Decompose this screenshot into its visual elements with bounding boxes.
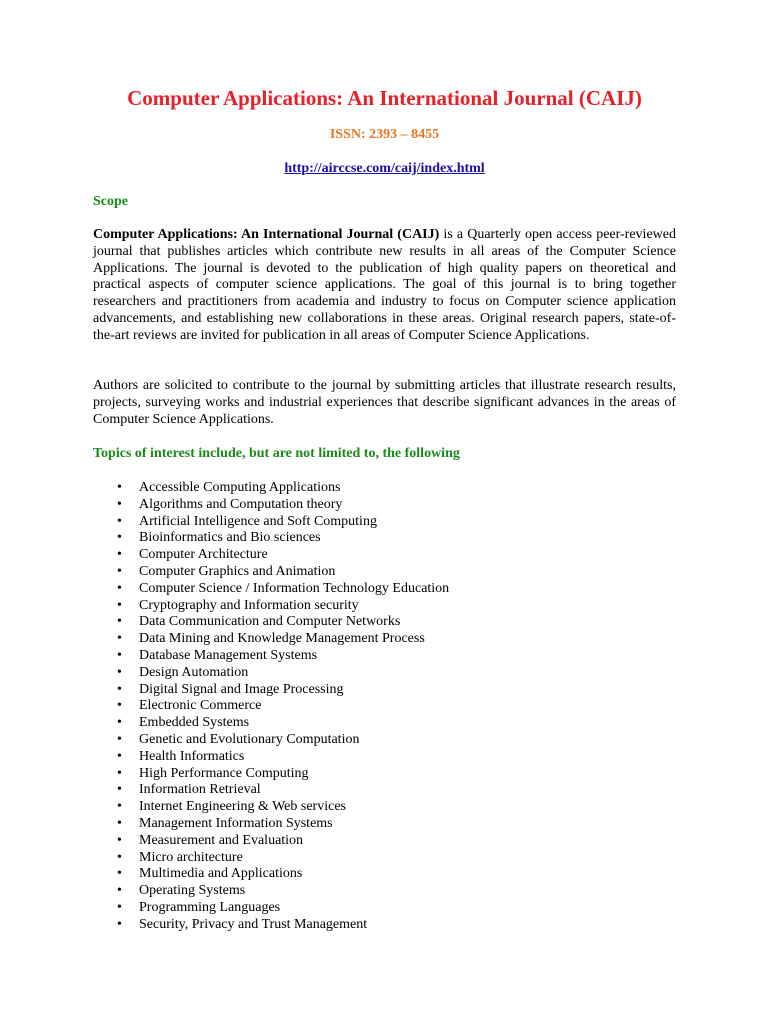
bullet-icon: • bbox=[117, 631, 122, 647]
topic-list-item bbox=[93, 850, 449, 867]
topic-label: Genetic and Evolutionary Computation bbox=[139, 731, 360, 747]
bullet-icon: • bbox=[117, 748, 122, 764]
bullet-icon: • bbox=[117, 765, 122, 781]
topic-list-item bbox=[93, 631, 449, 648]
topic-label: High Performance Computing bbox=[139, 765, 309, 781]
topic-label: Security, Privacy and Trust Management bbox=[139, 916, 368, 932]
topic-label: Data Mining and Knowledge Management Process bbox=[139, 631, 425, 647]
topic-label: Data Communication and Computer Networks bbox=[139, 614, 401, 630]
bullet-icon: • bbox=[117, 614, 122, 630]
topic-list-item bbox=[93, 480, 449, 497]
topic-list-item bbox=[93, 749, 449, 766]
bullet-icon: • bbox=[117, 832, 122, 848]
topic-label: Operating Systems bbox=[139, 883, 246, 899]
topic-list-item bbox=[93, 514, 449, 531]
topic-label: Measurement and Evaluation bbox=[139, 832, 304, 848]
topic-label: Accessible Computing Applications bbox=[139, 480, 341, 495]
topic-label: Design Automation bbox=[139, 664, 249, 680]
bullet-icon: • bbox=[117, 866, 122, 882]
scope-heading: Scope bbox=[93, 194, 128, 209]
topic-label: Algorithms and Computation theory bbox=[139, 496, 343, 512]
topic-list-item bbox=[93, 564, 449, 581]
journal-url-line bbox=[93, 161, 676, 177]
topic-label: Micro architecture bbox=[139, 849, 243, 865]
topic-label: Artificial Intelligence and Soft Computing bbox=[139, 513, 377, 529]
bullet-icon: • bbox=[117, 664, 122, 680]
topic-list-item bbox=[93, 732, 449, 749]
bullet-icon: • bbox=[117, 547, 122, 563]
topic-label: Computer Architecture bbox=[139, 547, 268, 563]
journal-title: Computer Applications: An International Journal (CAIJ) bbox=[127, 86, 642, 110]
topic-label: Electronic Commerce bbox=[139, 698, 262, 714]
scope-paragraph-journal-name: Computer Applications: An International Journal (CAIJ) bbox=[93, 227, 440, 242]
topic-label: Internet Engineering & Web services bbox=[139, 799, 346, 815]
topic-label: Multimedia and Applications bbox=[139, 866, 303, 882]
topic-label: Database Management Systems bbox=[139, 647, 318, 663]
topic-label: Embedded Systems bbox=[139, 715, 250, 731]
topic-label: Cryptography and Information security bbox=[139, 597, 359, 613]
issn-number: ISSN: 2393 – 8455 bbox=[329, 127, 440, 142]
bullet-icon: • bbox=[117, 480, 122, 495]
topic-list-item bbox=[93, 698, 449, 715]
topic-list-item bbox=[93, 547, 449, 564]
topics-list bbox=[93, 480, 449, 934]
topic-label: Computer Science / Information Technology Education bbox=[139, 580, 450, 596]
topic-label: Bioinformatics and Bio sciences bbox=[139, 530, 321, 546]
journal-url-link[interactable]: http://airccse.com/caij/index.html bbox=[284, 161, 485, 176]
bullet-icon: • bbox=[117, 681, 122, 697]
topic-label: Health Informatics bbox=[139, 748, 245, 764]
bullet-icon: • bbox=[117, 849, 122, 865]
topic-list-item bbox=[93, 816, 449, 833]
topic-list-item bbox=[93, 614, 449, 631]
topic-list-item bbox=[93, 497, 449, 514]
topic-label: Computer Graphics and Animation bbox=[139, 563, 336, 579]
topic-list-item bbox=[93, 866, 449, 883]
topic-label: Digital Signal and Image Processing bbox=[139, 681, 344, 697]
topic-list-item bbox=[93, 833, 449, 850]
topic-list-item bbox=[93, 598, 449, 615]
bullet-icon: • bbox=[117, 731, 122, 747]
bullet-icon: • bbox=[117, 597, 122, 613]
topic-list-item bbox=[93, 530, 449, 547]
scope-paragraph bbox=[93, 227, 676, 345]
topic-label: Information Retrieval bbox=[139, 782, 261, 798]
bullet-icon: • bbox=[117, 563, 122, 579]
scope-paragraph-text: is a Quarterly open access peer-reviewed journal that publishes articles which contribute new results in all areas of the Computer Science Applications. The journal is devoted to the publication of high quality papers on theoretical and practical aspects of computer science applications. The goal of this journal is to bring together researchers and practitioners from academia and industry to focus on Computer science application advancements, and establishing new collaborations in these areas. Original research papers, state-of-the-art reviews are invited for publication in all areas of Computer Science Applications. bbox=[93, 227, 676, 343]
topic-label: Programming Languages bbox=[139, 899, 281, 915]
bullet-icon: • bbox=[117, 530, 122, 546]
bullet-icon: • bbox=[117, 899, 122, 915]
authors-paragraph: Authors are solicited to contribute to the journal by submitting articles that illustrate research results, projects, surveying works and industrial experiences that describe significant advances in the areas of Computer Science Applications. bbox=[93, 378, 676, 427]
bullet-icon: • bbox=[117, 698, 122, 714]
topic-list-item bbox=[93, 682, 449, 699]
bullet-icon: • bbox=[117, 916, 122, 932]
topic-list-item bbox=[93, 766, 449, 783]
topic-list-item bbox=[93, 799, 449, 816]
bullet-icon: • bbox=[117, 815, 122, 831]
topic-list-item bbox=[93, 900, 449, 917]
bullet-icon: • bbox=[117, 883, 122, 899]
bullet-icon: • bbox=[117, 715, 122, 731]
topic-list-item bbox=[93, 715, 449, 732]
topics-heading: Topics of interest include, but are not limited to, the following bbox=[93, 446, 460, 461]
bullet-icon: • bbox=[117, 580, 122, 596]
bullet-icon: • bbox=[117, 513, 122, 529]
bullet-icon: • bbox=[117, 496, 122, 512]
bullet-icon: • bbox=[117, 782, 122, 798]
bullet-icon: • bbox=[117, 647, 122, 663]
topic-list-item bbox=[93, 782, 449, 799]
topic-list-item bbox=[93, 917, 449, 934]
topic-list-item bbox=[93, 883, 449, 900]
topic-label: Management Information Systems bbox=[139, 815, 333, 831]
bullet-icon: • bbox=[117, 799, 122, 815]
topic-list-item bbox=[93, 648, 449, 665]
topic-list-item bbox=[93, 581, 449, 598]
topic-list-item bbox=[93, 665, 449, 682]
